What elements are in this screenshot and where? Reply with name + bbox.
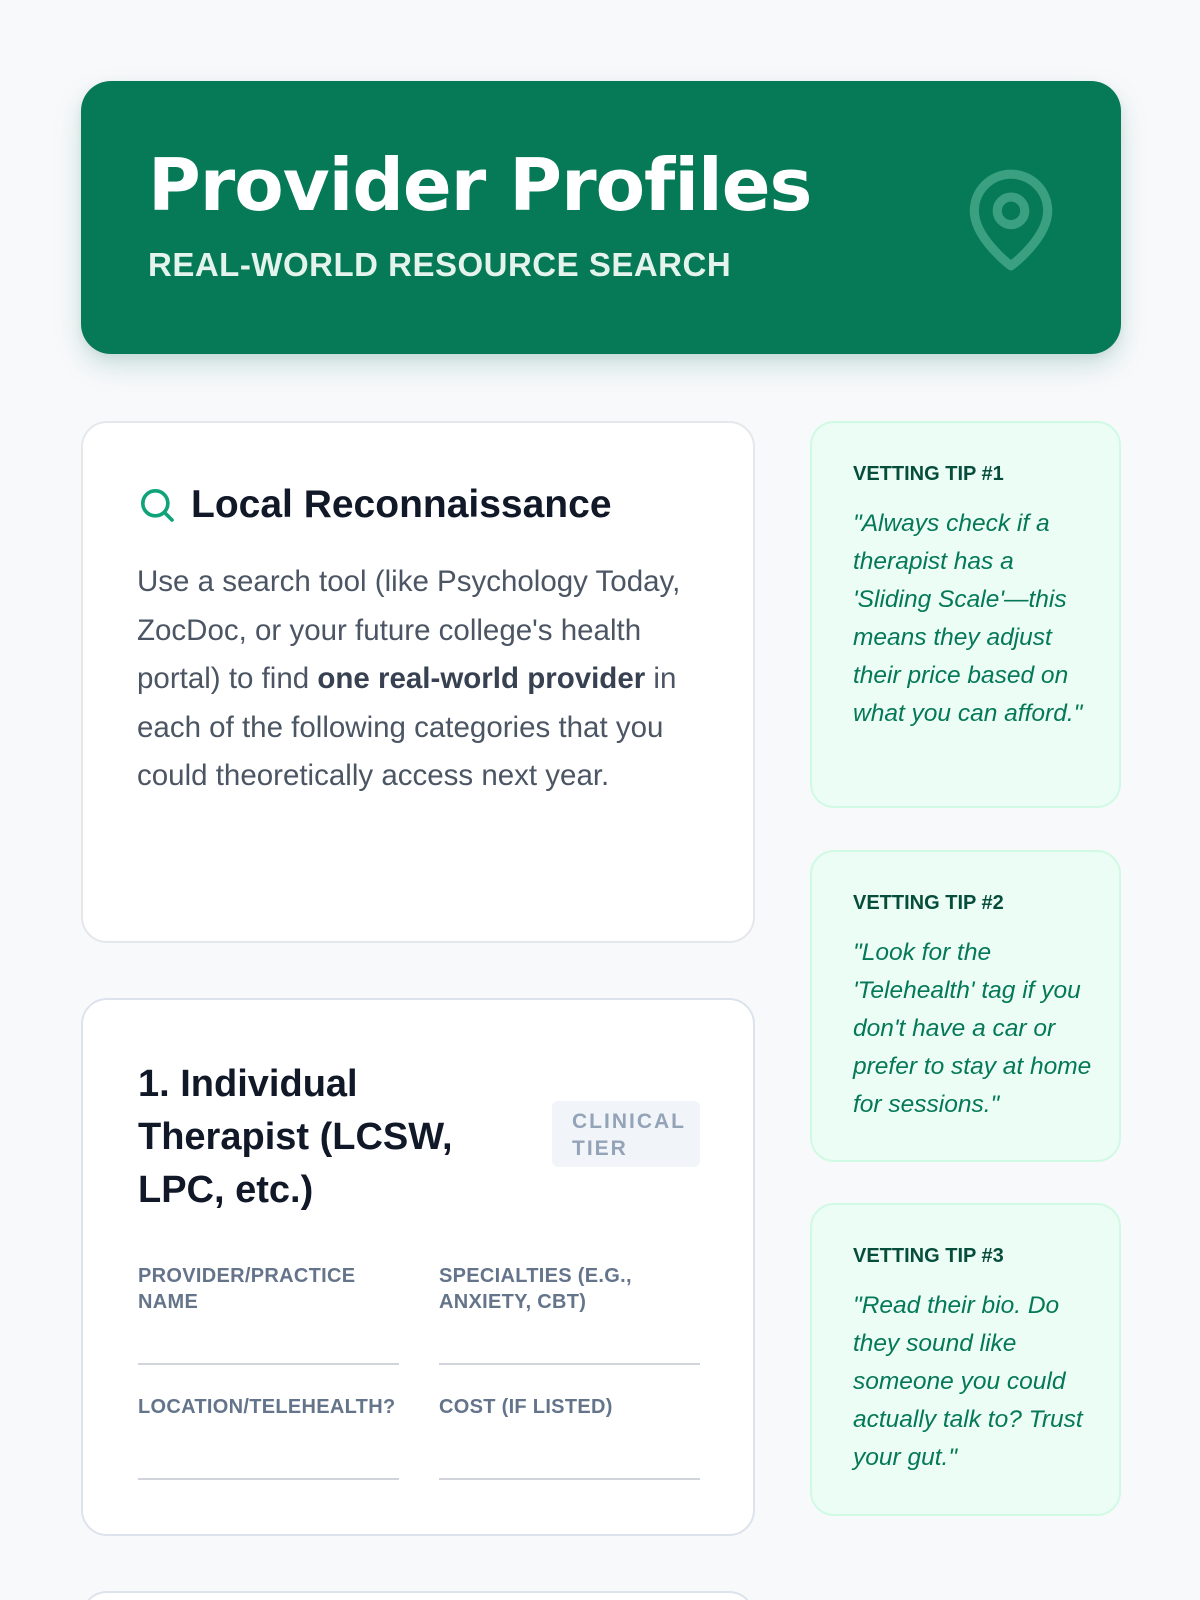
tier-badge: CLINICAL TIER bbox=[552, 1101, 700, 1167]
location-telehealth-field[interactable] bbox=[138, 1394, 399, 1480]
section-title: 1. Individual Therapist (LCSW, LPC, etc.) bbox=[138, 1063, 453, 1211]
vetting-tip-card bbox=[810, 850, 1121, 1162]
field-label: SPECIALTIES (E.G., ANXIETY, CBT) bbox=[439, 1265, 632, 1313]
next-section-card bbox=[81, 1591, 755, 1600]
tip-label: VETTING TIP #3 bbox=[853, 1245, 1004, 1267]
recon-heading bbox=[137, 483, 612, 527]
search-icon bbox=[137, 485, 177, 525]
field-label: PROVIDER/PRACTICE NAME bbox=[138, 1265, 356, 1313]
page-header bbox=[81, 81, 1121, 354]
provider-name-field[interactable] bbox=[138, 1263, 399, 1365]
recon-emphasis: one real-world provider bbox=[317, 662, 646, 695]
tip-quote: "Look for the 'Telehealth' tag if you don't have a car or prefer to stay at home for sessions." bbox=[853, 939, 1092, 1118]
tip-label: VETTING TIP #1 bbox=[853, 463, 1004, 485]
map-pin-icon bbox=[956, 165, 1066, 275]
field-underline bbox=[138, 1478, 399, 1480]
local-reconnaissance-card bbox=[81, 421, 755, 943]
cost-field[interactable] bbox=[439, 1394, 700, 1480]
field-underline bbox=[138, 1363, 399, 1365]
field-label: LOCATION/TELEHEALTH? bbox=[138, 1396, 396, 1418]
specialties-field[interactable] bbox=[439, 1263, 700, 1365]
field-underline bbox=[439, 1478, 700, 1480]
field-underline bbox=[439, 1363, 700, 1365]
tip-label: VETTING TIP #2 bbox=[853, 892, 1004, 914]
vetting-tip-card bbox=[810, 1203, 1121, 1516]
page-title: Provider Profiles bbox=[148, 143, 812, 227]
page-subtitle: REAL-WORLD RESOURCE SEARCH bbox=[148, 246, 732, 283]
field-label: COST (IF LISTED) bbox=[439, 1396, 613, 1418]
tip-quote: "Always check if a therapist has a 'Sliding Scale'—this means they adjust their price based on what you can afford." bbox=[853, 510, 1083, 727]
individual-therapist-card bbox=[81, 998, 755, 1536]
vetting-tip-card bbox=[810, 421, 1121, 808]
recon-title: Local Reconnaissance bbox=[191, 483, 612, 526]
tip-quote: "Read their bio. Do they sound like someone you could actually talk to? Trust your gut." bbox=[853, 1292, 1083, 1471]
recon-instructions: Use a search tool (like Psychology Today, ZocDoc, or your future college's health portal) to find one real-world provider in each of the following categories that you could theoretically access next year. bbox=[137, 565, 681, 792]
